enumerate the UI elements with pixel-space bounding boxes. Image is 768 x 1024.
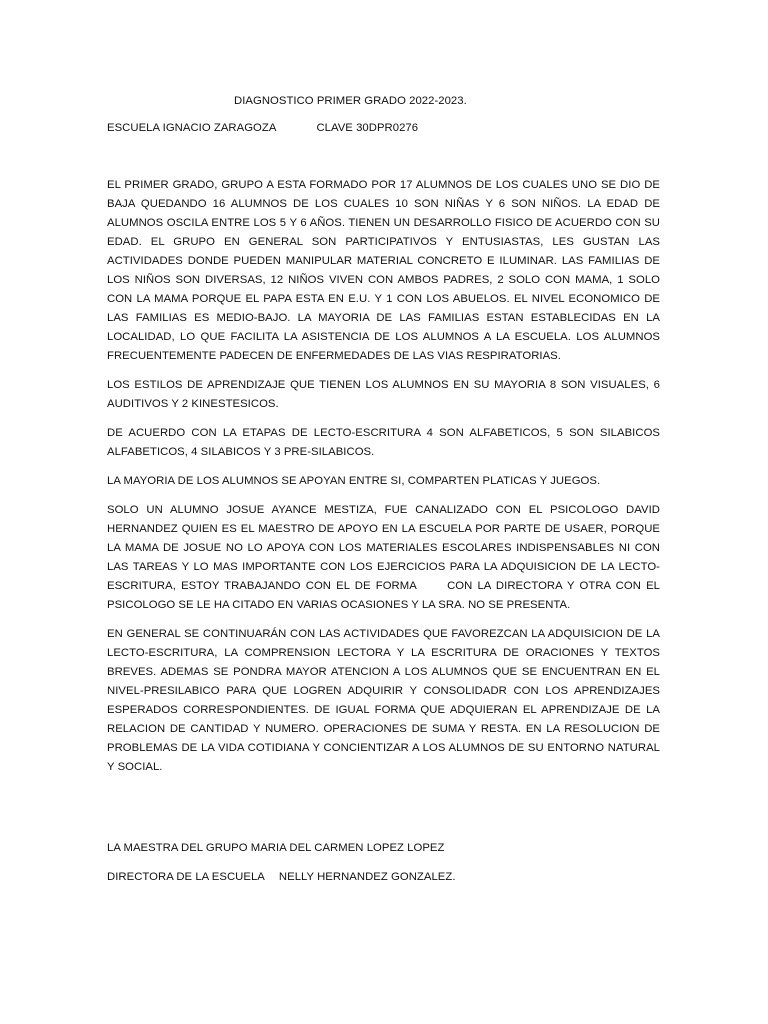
school-line (107, 119, 660, 138)
school-clave: CLAVE 30DPR0276 (316, 122, 419, 134)
school-name: ESCUELA IGNACIO ZARAGOZA (107, 122, 277, 134)
teacher-signature-line: LA MAESTRA DEL GRUPO MARIA DEL CARMEN LOPEZ LOPEZ (107, 842, 445, 854)
director-signature-line (107, 868, 660, 887)
document-page (107, 92, 664, 897)
paragraph-group-description: EL PRIMER GRADO, GRUPO A ESTA FORMADO POR 17 ALUMNOS DE LOS CUALES UNO SE DIO DE BAJA QUEDANDO 16 ALUMNOS DE LOS CUALES 10 SON NIÑAS Y 6 SON NIÑOS. LA EDAD DE ALUMNOS OSCILA ENTRE LOS 5 Y 6 AÑOS. TIENEN UN DESARROLLO FISICO DE ACUERDO CON SU EDAD. EL GRUPO EN GENERAL SON PARTICIPATIVOS Y ENTUSIASTAS, LES GUSTAN LAS ACTIVIDADES DONDE PUEDEN MANIPULAR MATERIAL CONCRETO E ILUMINAR. LAS FAMILIAS DE LOS NIÑOS SON DIVERSAS, 12 NIÑOS VIVEN CON AMBOS PADRES, 2 SOLO CON MAMA, 1 SOLO CON LA MAMA PORQUE EL PAPA ESTA EN E.U. Y 1 CON LOS ABUELOS. EL NIVEL ECONOMICO DE LAS FAMILIAS ES MEDIO-BAJO. LA MAYORIA DE LAS FAMILIAS ESTAN ESTABLECIDAS EN LA LOCALIDAD, LO QUE FACILITA LA ASISTENCIA DE LOS ALUMNOS A LA ESCUELA. LOS ALUMNOS FRECUENTEMENTE PADECEN DE ENFERMEDADES DE LAS VIAS RESPIRATORIAS. (107, 179, 660, 362)
paragraph-cooperation: LA MAYORIA DE LOS ALUMNOS SE APOYAN ENTRE SI, COMPARTEN PLATICAS Y JUEGOS. (107, 475, 601, 487)
paragraph-plan: EN GENERAL SE CONTINUARÁN CON LAS ACTIVIDADES QUE FAVOREZCAN LA ADQUISICION DE LA LECTO-ESCRITURA, LA COMPRENSION LECTORA Y LA ESCRITURA DE ORACIONES Y TEXTOS BREVES. ADEMAS SE PONDRA MAYOR ATENCION A LOS ALUMNOS QUE SE ENCUENTRAN EN EL NIVEL-PRESILABICO PARA QUE LOGREN ADQUIRIR Y CONSOLIDADR CON LOS APRENDIZAJES ESPERADOS CORRESPONDIENTES. DE IGUAL FORMA QUE ADQUIERAN EL APRENDIZAJE DE LA RELACION DE CANTIDAD Y NUMERO. OPERACIONES DE SUMA Y RESTA. EN LA RESOLUCION DE PROBLEMAS DE LA VIDA COTIDIANA Y CONCIENTIZAR A LOS ALUMNOS DE SU ENTORNO NATURAL Y SOCIAL. (107, 628, 660, 773)
spacer (107, 787, 660, 839)
paragraph-reading-stages: DE ACUERDO CON LA ETAPAS DE LECTO-ESCRITURA 4 SON ALFABETICOS, 5 SON SILABICOS ALFABETICOS, 4 SILABICOS Y 3 PRE-SILABICOS. (107, 427, 660, 458)
director-name: NELLY HERNANDEZ GONZALEZ. (278, 871, 456, 883)
paragraph-learning-styles: LOS ESTILOS DE APRENDIZAJE QUE TIENEN LOS ALUMNOS EN SU MAYORIA 8 SON VISUALES, 6 AUDITIVOS Y 2 KINESTESICOS. (107, 379, 660, 410)
paragraph-special-case: SOLO UN ALUMNO JOSUE AYANCE MESTIZA, FUE CANALIZADO CON EL PSICOLOGO DAVID HERNANDEZ QUIEN ES EL MAESTRO DE APOYO EN LA ESCUELA POR PARTE DE USAER, PORQUE LA MAMA DE JOSUE NO LO APOYA CON LOS MATERIALES ESCOLARES INDISPENSABLES NI CON LAS TAREAS Y LO MAS IMPORTANTE CON LOS EJERCICIOS PARA LA ADQUISICION DE LA LECTO-ESCRITURA, ESTOY TRABAJANDO CON EL DE FORMA CON LA DIRECTORA Y OTRA CON EL PSICOLOGO SE LE HA CITADO EN VARIAS OCASIONES Y LA SRA. NO SE PRESENTA. (107, 504, 664, 611)
director-label: DIRECTORA DE LA ESCUELA (107, 871, 265, 883)
document-title: DIAGNOSTICO PRIMER GRADO 2022-2023. (234, 95, 467, 107)
